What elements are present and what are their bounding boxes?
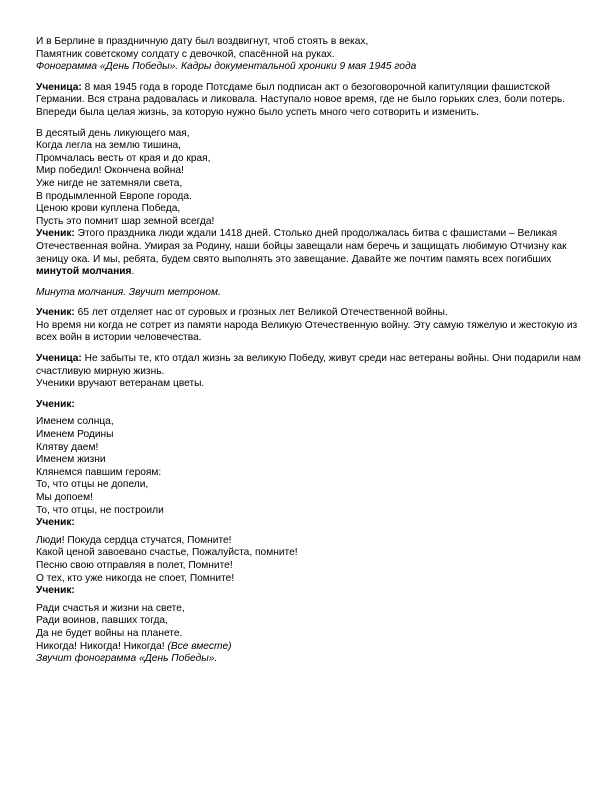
paragraph-3-continued: Но время ни когда не сотрет из памяти народа Великую Отечественную войну. Эту самую тяжелую и жестокую из всех войн в истории человечества. (36, 319, 578, 344)
poem-line: Именем Родины (36, 429, 114, 441)
never-line (36, 641, 584, 654)
poem-line: Промчалась весть от края и до края, (36, 152, 211, 164)
poem-line: То, что отцы не допели, (36, 479, 149, 491)
poem-line: Клянемся павшим героям: (36, 466, 162, 478)
poem-line: Мир победил! Окончена война! (36, 165, 184, 177)
never-text: Никогда! Никогда! Никогда! (36, 640, 168, 652)
intro-line-2: Памятник советскому солдату с девочкой, спасённой на руках. (36, 48, 335, 60)
speaker-label: Ученик: (36, 517, 75, 529)
poem-1 (36, 128, 584, 229)
paragraph-1 (36, 82, 584, 120)
document-page (36, 36, 584, 666)
speaker-label: Ученица: (36, 353, 82, 365)
stage-note-metronome: Минута молчания. Звучит метроном. (36, 286, 221, 298)
poem-line: Ради воинов, павших тогда, (36, 615, 168, 627)
poem-line: Ради счастья и жизни на свете, (36, 602, 185, 614)
poem-line: В продымленной Европе города. (36, 190, 192, 202)
paragraph-4 (36, 353, 584, 378)
poem-line: Уже нигде не затемняли света, (36, 177, 183, 189)
poem-line: Какой ценой завоевано счастье, Пожалуйста, помните! (36, 547, 298, 559)
paragraph-3 (36, 307, 584, 320)
poem-3 (36, 535, 584, 585)
speaker-label: Ученик: (36, 398, 75, 410)
speaker-label: Ученик: (36, 307, 75, 319)
poem-line: Мы допоем! (36, 492, 93, 503)
speaker-label: Ученик: (36, 585, 75, 597)
poem-2 (36, 416, 584, 517)
poem-line: То, что отцы, не построили (36, 504, 164, 516)
speaker-label: Ученица: (36, 81, 82, 93)
poem-line: Люди! Покуда сердца стучатся, Помните! (36, 534, 232, 546)
poem-line: Песню свою отправляя в полет, Помните! (36, 559, 233, 571)
intro-line-1: И в Берлине в праздничную дату был воздвигнут, чтоб стоять в веках, (36, 36, 369, 47)
poem-line: Ценою крови куплена Победа, (36, 203, 181, 215)
stage-note-flowers: Ученики вручают ветеранам цветы. (36, 378, 205, 390)
paragraph-text: Не забыты те, кто отдал жизнь за великую Победу, живут среди нас ветераны войны. Они подарили нам счастливую мирную жизнь. (36, 353, 581, 377)
poem-line: Пусть это помнит шар земной всегда! (36, 215, 215, 227)
minute-of-silence-text: минутой молчания (36, 266, 132, 278)
poem-line: Именем солнца, (36, 416, 114, 428)
poem-line: Клятву даем! (36, 441, 99, 453)
paragraph-text: 8 мая 1945 года в городе Потсдаме был подписан акт о безоговорочной капитуляции фашистской Германии. Вся страна радовалась и ликовала. Наступало новое время, где не было горьких слез, боли потерь. Впереди была целая жизнь, за которую нужно было успеть много чего сотворить и изменить. (36, 81, 566, 118)
poem-line: Да не будет войны на планете. (36, 627, 183, 639)
poem-line: Когда легла на землю тишина, (36, 140, 181, 152)
paragraph-text: 65 лет отделяет нас от суровых и грозных лет Великой Отечественной войны. (74, 307, 448, 319)
intro-stage-note: Фонограмма «День Победы». Кадры документальной хроники 9 мая 1945 года (36, 61, 417, 73)
all-together-note: (Все вместе) (167, 640, 232, 652)
paragraph-text: Этого праздника люди ждали 1418 дней. Столько дней продолжалась битва с фашистами – Великая Отечественная война. Умирая за Родину, наши бойцы завещали нам беречь и защищать любимую Отчизну как зеницу ока. И мы, ребята, будем свято выполнять это завещание. Давайте же почтим память всех погибших (36, 228, 567, 265)
poem-line: Именем жизни (36, 454, 106, 466)
poem-line: О тех, кто уже никогда не споет, Помните! (36, 572, 235, 584)
speaker-label: Ученик: (36, 228, 75, 240)
poem-line: В десятый день ликующего мая, (36, 127, 190, 139)
poem-4 (36, 603, 584, 666)
intro-block (36, 36, 584, 74)
paragraph-end: . (131, 266, 135, 278)
paragraph-2 (36, 228, 584, 278)
final-stage-note: Звучит фонограмма «День Победы». (36, 653, 218, 665)
